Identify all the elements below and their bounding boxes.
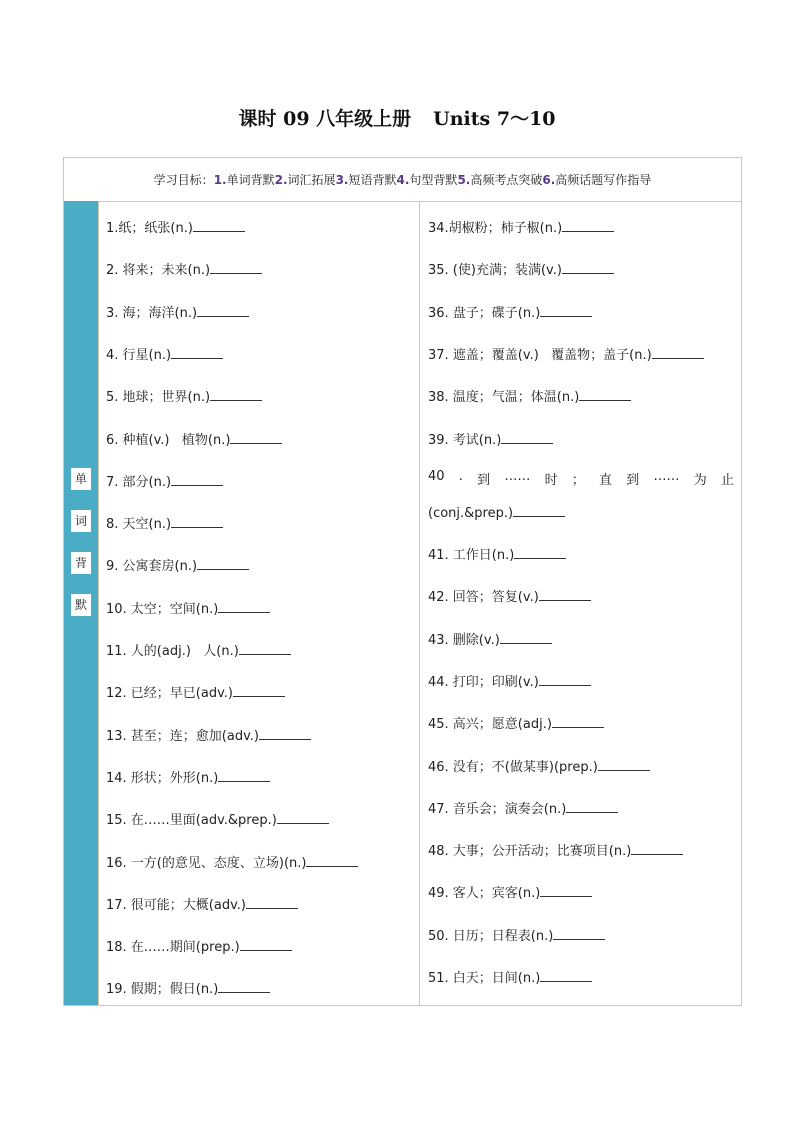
goal-text: 句型背默 — [409, 173, 458, 187]
vocab-item — [428, 798, 618, 817]
vocab-item-text: 1.纸；纸张(n.) — [106, 221, 193, 236]
goal-text: 高频考点突破 — [470, 173, 543, 187]
goal-num: 5. — [457, 172, 471, 187]
vocab-item-text: 42. 回答；答复(v.) — [428, 590, 539, 606]
vocab-item — [106, 302, 249, 321]
item-40-part: 到 — [477, 473, 491, 488]
answer-blank[interactable] — [598, 760, 650, 771]
section-char: 默 — [71, 594, 91, 616]
vocab-item-text: 49. 客人；宾客(n.) — [428, 886, 541, 902]
answer-blank[interactable] — [171, 348, 223, 359]
section-char: 词 — [71, 510, 91, 532]
answer-blank[interactable] — [540, 971, 592, 982]
answer-blank[interactable] — [553, 929, 605, 940]
vocab-item — [428, 302, 592, 321]
answer-blank[interactable] — [230, 433, 282, 444]
answer-blank[interactable] — [579, 390, 631, 401]
vocab-item — [106, 682, 285, 701]
section-label-column — [64, 201, 99, 1005]
vocab-item-text: 18. 在……期间(prep.) — [106, 940, 240, 956]
vocab-item — [428, 756, 650, 775]
vocab-item-text: 5. 地球；世界(n.) — [106, 390, 211, 406]
vocab-item — [428, 429, 553, 448]
answer-blank[interactable] — [246, 898, 298, 909]
page-title — [0, 104, 794, 131]
answer-blank[interactable] — [197, 306, 249, 317]
vocab-item-text: 35. (使)充满；装满(v.) — [428, 263, 562, 279]
vocab-item — [106, 555, 249, 574]
item-40-part: 止 — [720, 473, 734, 488]
vocab-item — [106, 640, 291, 659]
vocab-item — [106, 598, 270, 617]
title-units: Units 7～10 — [433, 108, 556, 130]
answer-blank[interactable] — [501, 433, 553, 444]
answer-blank[interactable] — [259, 729, 311, 740]
item-40-text: (conj.&prep.) — [428, 506, 514, 521]
vocab-item-text: 8. 天空(n.) — [106, 517, 172, 533]
answer-blank[interactable] — [210, 390, 262, 401]
vocab-item — [428, 882, 592, 901]
vocab-item — [428, 259, 614, 278]
vocab-item — [106, 259, 262, 278]
answer-blank[interactable] — [193, 221, 245, 232]
answer-blank[interactable] — [210, 263, 262, 274]
vocab-item — [428, 713, 604, 732]
answer-blank[interactable] — [500, 633, 552, 644]
item-40-part: 40 — [428, 469, 445, 484]
item-40-part: 时 — [544, 473, 558, 488]
vocab-item — [106, 936, 292, 955]
item-40-part: ； — [571, 473, 585, 488]
vocab-item-text: 43. 删除(v.) — [428, 632, 500, 648]
vocab-item-text: 14. 形状；外形(n.) — [106, 770, 219, 786]
answer-blank[interactable] — [171, 475, 223, 486]
item-40-part: 直 — [599, 473, 613, 488]
answer-blank[interactable] — [218, 982, 270, 993]
vocab-item-text: 50. 日历；日程表(n.) — [428, 928, 554, 944]
vocab-item-text: 15. 在……里面(adv.&prep.) — [106, 813, 277, 829]
vocab-item — [428, 629, 552, 648]
vocab-item — [106, 344, 223, 363]
vocab-item-text: 11. 人的(adj.) 人(n.) — [106, 644, 239, 659]
vocab-item-text: 13. 甚至；连；愈加(adv.) — [106, 728, 259, 744]
item-40-part: . — [458, 469, 463, 484]
vocab-item-text: 3. 海；海洋(n.) — [106, 305, 198, 321]
vocab-item — [106, 217, 245, 236]
vocab-item-text: 51. 白天；日间(n.) — [428, 971, 541, 986]
vocab-item-text: 17. 很可能；大概(adv.) — [106, 897, 246, 913]
answer-blank[interactable] — [171, 517, 223, 528]
item-40-line1 — [428, 469, 734, 488]
goal-num: 6. — [542, 172, 556, 187]
item-40-part: …… — [504, 469, 531, 484]
answer-blank[interactable] — [277, 813, 329, 824]
answer-blank[interactable] — [233, 686, 285, 697]
answer-blank[interactable] — [240, 940, 292, 951]
vocab-item-text: 48. 大事；公开活动；比赛项目(n.) — [428, 844, 632, 860]
vocab-item-text: 45. 高兴；愿意(adj.) — [428, 717, 552, 733]
vocab-item — [428, 967, 592, 986]
answer-blank[interactable] — [514, 548, 566, 559]
vocab-item — [428, 840, 683, 859]
vocab-table — [63, 157, 742, 1006]
answer-blank[interactable] — [552, 717, 604, 728]
item-40-part: …… — [653, 469, 680, 484]
vocab-item-text: 34.胡椒粉；柿子椒(n.) — [428, 221, 563, 236]
item-40-part: 为 — [693, 473, 707, 488]
vocab-item-text: 12. 已经；早已(adv.) — [106, 686, 233, 702]
vocab-item-text: 41. 工作日(n.) — [428, 548, 515, 563]
vocab-item — [106, 978, 270, 997]
vocab-item-text: 46. 没有；不(做某事)(prep.) — [428, 759, 598, 775]
vocab-item — [428, 344, 704, 363]
answer-blank[interactable] — [239, 644, 291, 655]
answer-blank[interactable] — [562, 221, 614, 232]
left-column — [99, 201, 420, 1005]
vocab-item — [428, 925, 605, 944]
section-char: 背 — [71, 552, 91, 574]
answer-blank[interactable] — [652, 348, 704, 359]
goals-label: 学习目标： — [153, 173, 214, 187]
item-40-line2 — [428, 506, 565, 521]
goal-text: 短语背默 — [348, 173, 397, 187]
answer-blank[interactable] — [631, 844, 683, 855]
vocab-item-text: 6. 种植(v.) 植物(n.) — [106, 432, 231, 448]
vocab-item-text: 44. 打印；印刷(v.) — [428, 674, 539, 690]
vocab-item — [428, 386, 631, 405]
vocab-item — [106, 894, 298, 913]
goal-num: 3. — [335, 172, 349, 187]
goal-text: 单词背默 — [226, 173, 275, 187]
vocab-item-text: 39. 考试(n.) — [428, 432, 502, 448]
vocab-item-text: 10. 太空；空间(n.) — [106, 601, 219, 617]
vocab-item-text: 47. 音乐会；演奏会(n.) — [428, 801, 567, 817]
section-char: 单 — [71, 468, 91, 490]
answer-blank[interactable] — [306, 856, 358, 867]
vocab-item — [106, 725, 311, 744]
title-main: 课时 09 八年级上册 — [238, 108, 412, 130]
answer-blank[interactable] — [539, 675, 591, 686]
vocab-item-text: 38. 温度；气温；体温(n.) — [428, 390, 580, 406]
answer-blank[interactable] — [566, 802, 618, 813]
answer-blank[interactable] — [218, 771, 270, 782]
vocab-item — [428, 544, 566, 563]
vocab-item-text: 37. 遮盖；覆盖(v.) 覆盖物；盖子(n.) — [428, 347, 652, 363]
answer-blank[interactable] — [513, 506, 565, 517]
vocab-item — [106, 471, 223, 490]
vocab-item-text: 4. 行星(n.) — [106, 347, 172, 363]
vocab-item — [106, 809, 329, 828]
vocab-item — [428, 671, 591, 690]
vocab-item-text: 7. 部分(n.) — [106, 474, 172, 490]
item-40-part: 到 — [626, 473, 640, 488]
learning-goals-row — [64, 158, 741, 202]
goal-num: 1. — [213, 172, 227, 187]
vocab-item — [106, 429, 282, 448]
vocab-item-text: 36. 盘子；碟子(n.) — [428, 305, 541, 321]
vocab-item — [106, 767, 270, 786]
goal-num: 2. — [274, 172, 288, 187]
vocab-item — [428, 217, 614, 236]
right-column — [420, 201, 741, 1005]
vocab-item-text: 9. 公寓套房(n.) — [106, 559, 198, 575]
goal-text: 高频话题写作指导 — [555, 173, 652, 187]
vocab-item-text: 19. 假期；假日(n.) — [106, 982, 219, 998]
answer-blank[interactable] — [218, 602, 270, 613]
answer-blank[interactable] — [562, 263, 614, 274]
vocab-item — [428, 586, 591, 605]
vocab-item — [106, 852, 358, 871]
vocab-item — [106, 513, 223, 532]
goal-num: 4. — [396, 172, 410, 187]
answer-blank[interactable] — [540, 306, 592, 317]
answer-blank[interactable] — [540, 886, 592, 897]
answer-blank[interactable] — [197, 559, 249, 570]
vocab-item — [106, 386, 262, 405]
answer-blank[interactable] — [539, 590, 591, 601]
goal-text: 词汇拓展 — [287, 173, 336, 187]
vocab-item-text: 2. 将来；未来(n.) — [106, 263, 211, 279]
vocab-item-text: 16. 一方(的意见、态度、立场)(n.) — [106, 855, 307, 871]
